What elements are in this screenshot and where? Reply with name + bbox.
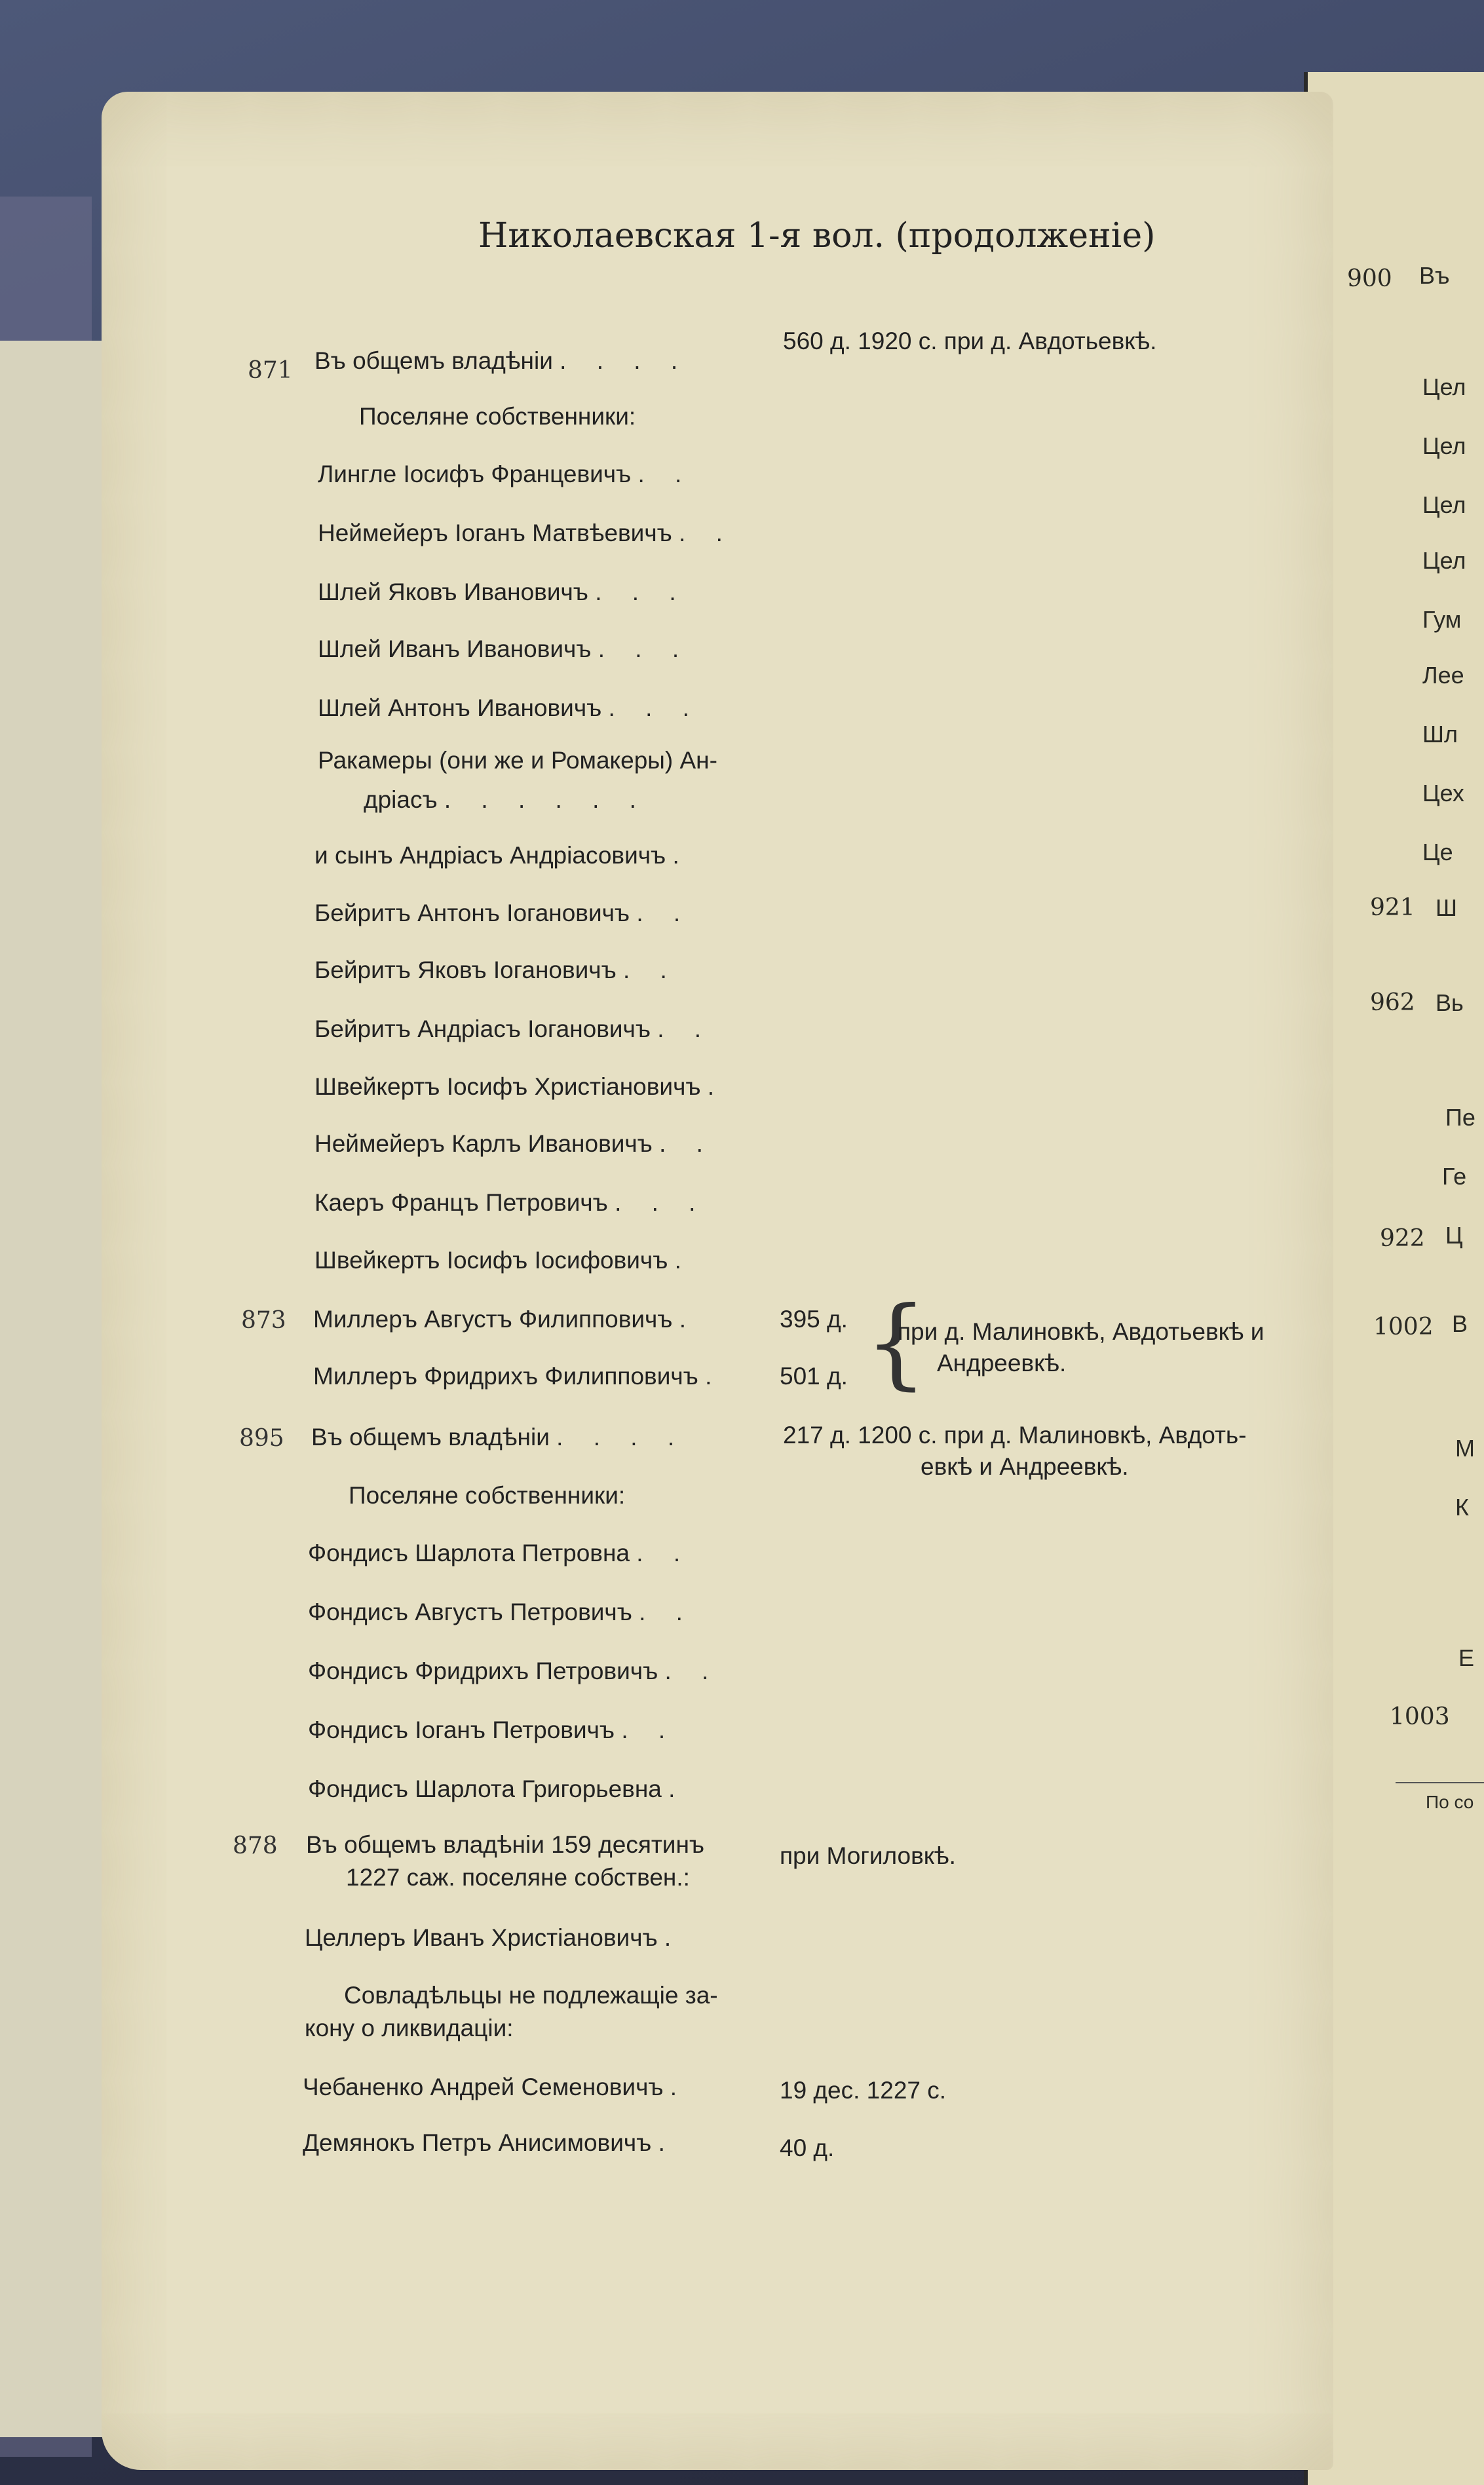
entry-detail: 217 д. 1200 с. при д. Малиновкѣ, Авдоть- [783, 1422, 1247, 1449]
entry-number: 873 [241, 1307, 286, 1334]
right-fragment: Вь [1436, 989, 1464, 1016]
owner-line: Ракамеры (они же и Ромакеры) Ан- [318, 747, 717, 774]
owner-line: Миллеръ Августъ Филипповичъ . [313, 1306, 698, 1333]
entry-detail: при Могиловкѣ. [780, 1842, 956, 1869]
right-fragment: М [1455, 1435, 1475, 1462]
document-page [102, 92, 1333, 2470]
owner-line: дріасъ . . . . . . [364, 786, 648, 813]
right-fragment: Лее [1422, 662, 1464, 689]
right-fragment: Цех [1422, 780, 1464, 806]
section-heading: Поселяне собственники: [349, 1482, 626, 1509]
right-fragment: Въ [1419, 262, 1450, 289]
divider-rule [1396, 1782, 1484, 1783]
owner-line: Миллеръ Фридрихъ Филипповичъ . [313, 1363, 724, 1390]
owner-line: Бейритъ Андріасъ Іогановичъ . . [314, 1015, 713, 1042]
right-fragment: Цел [1422, 547, 1466, 574]
right-fragment: Цел [1422, 432, 1466, 459]
right-fragment: Цел [1422, 491, 1466, 518]
entry-text: Въ общемъ владѣніи . . . . [314, 347, 690, 374]
entry-number: 878 [233, 1832, 278, 1859]
owner-line: Фондисъ Августъ Петровичъ . . [308, 1599, 694, 1625]
owner-line: Фондисъ Фридрихъ Петровичъ . . [308, 1658, 721, 1684]
right-num: 1002 [1373, 1314, 1434, 1340]
right-num: 922 [1380, 1225, 1425, 1252]
right-fragment: К [1455, 1494, 1469, 1521]
owner-line: Шлей Иванъ Ивановичъ . . . [318, 635, 691, 662]
entry-detail: 560 д. 1920 с. при д. Авдотьевкѣ. [783, 328, 1157, 354]
right-fragment: Шл [1422, 721, 1458, 748]
right-fragment: Це [1422, 839, 1453, 865]
right-fragment: В [1452, 1310, 1468, 1337]
right-fragment: Ге [1442, 1163, 1467, 1190]
right-fragment: Пе [1445, 1104, 1475, 1131]
owner-line: Бейритъ Яковъ Іогановичъ . . [314, 957, 679, 983]
section-heading: кону о ликвидаціи: [305, 2015, 514, 2041]
owner-line: Швейкертъ Іосифъ Христіановичъ . [314, 1073, 727, 1100]
owner-line: Демянокъ Петръ Анисимовичъ . [303, 2129, 677, 2156]
section-heading: Поселяне собственники: [359, 403, 636, 430]
owner-line: Фондисъ Шарлота Петровна . . [308, 1540, 693, 1566]
owner-line: Лингле Іосифъ Францевичъ . . [318, 461, 694, 487]
owner-line: Шлей Антонъ Ивановичъ . . . [318, 694, 701, 721]
right-num: 962 [1370, 989, 1415, 1016]
owner-line: Каеръ Францъ Петровичъ . . . [314, 1189, 708, 1216]
entry-detail: 501 д. [780, 1363, 848, 1390]
page-title: Николаевская 1-я вол. (продолженіе) [478, 216, 1156, 256]
owner-line: Фондисъ Іоганъ Петровичъ . . [308, 1717, 677, 1743]
owner-line: Фондисъ Шарлота Григорьевна . [308, 1775, 687, 1802]
entry-number: 895 [239, 1425, 284, 1452]
right-fragment: Ц [1445, 1222, 1463, 1249]
right-num: 900 [1347, 265, 1392, 292]
entry-detail: при д. Малиновкѣ, Авдотьевкѣ и [898, 1318, 1265, 1345]
owner-line: Швейкертъ Іосифъ Іосифовичъ . [314, 1247, 693, 1274]
owner-line: Целлеръ Иванъ Христіановичъ . [305, 1924, 683, 1951]
owner-line: Шлей Яковъ Ивановичъ . . . [318, 579, 688, 605]
background-sheet [0, 341, 118, 2437]
owner-line: Неймейеръ Іоганъ Матвѣевичъ . . [318, 520, 734, 546]
right-fragment: По со [1426, 1792, 1474, 1812]
owner-line: и сынъ Андріасъ Андріасовичъ . [314, 842, 691, 869]
entry-number: 871 [248, 357, 293, 384]
right-fragment: Ш [1436, 894, 1457, 921]
right-num: 1003 [1390, 1703, 1450, 1730]
entry-text: 1227 саж. поселяне собствен.: [346, 1864, 690, 1891]
right-fragment: Гум [1422, 606, 1462, 633]
entry-detail: евкѣ и Андреевкѣ. [921, 1453, 1129, 1480]
entry-detail: 19 дес. 1227 с. [780, 2077, 947, 2104]
brace: { [865, 1286, 928, 1400]
owner-line: Бейритъ Антонъ Іогановичъ . . [314, 900, 693, 926]
section-heading: Совладѣльцы не подлежащіе за- [344, 1982, 718, 2009]
entry-text: Въ общемъ владѣніи 159 десятинъ [306, 1831, 705, 1858]
right-num: 921 [1370, 894, 1415, 921]
entry-detail: Андреевкѣ. [937, 1350, 1067, 1376]
entry-detail: 395 д. [780, 1306, 848, 1333]
right-fragment: Е [1458, 1644, 1475, 1671]
owner-line: Чебаненко Андрей Семеновичъ . [303, 2074, 689, 2100]
right-fragment: Цел [1422, 373, 1466, 400]
owner-line: Неймейеръ Карлъ Ивановичъ . . [314, 1130, 715, 1157]
entry-detail: 40 д. [780, 2134, 835, 2161]
entry-text: Въ общемъ владѣніи . . . . [311, 1424, 687, 1451]
